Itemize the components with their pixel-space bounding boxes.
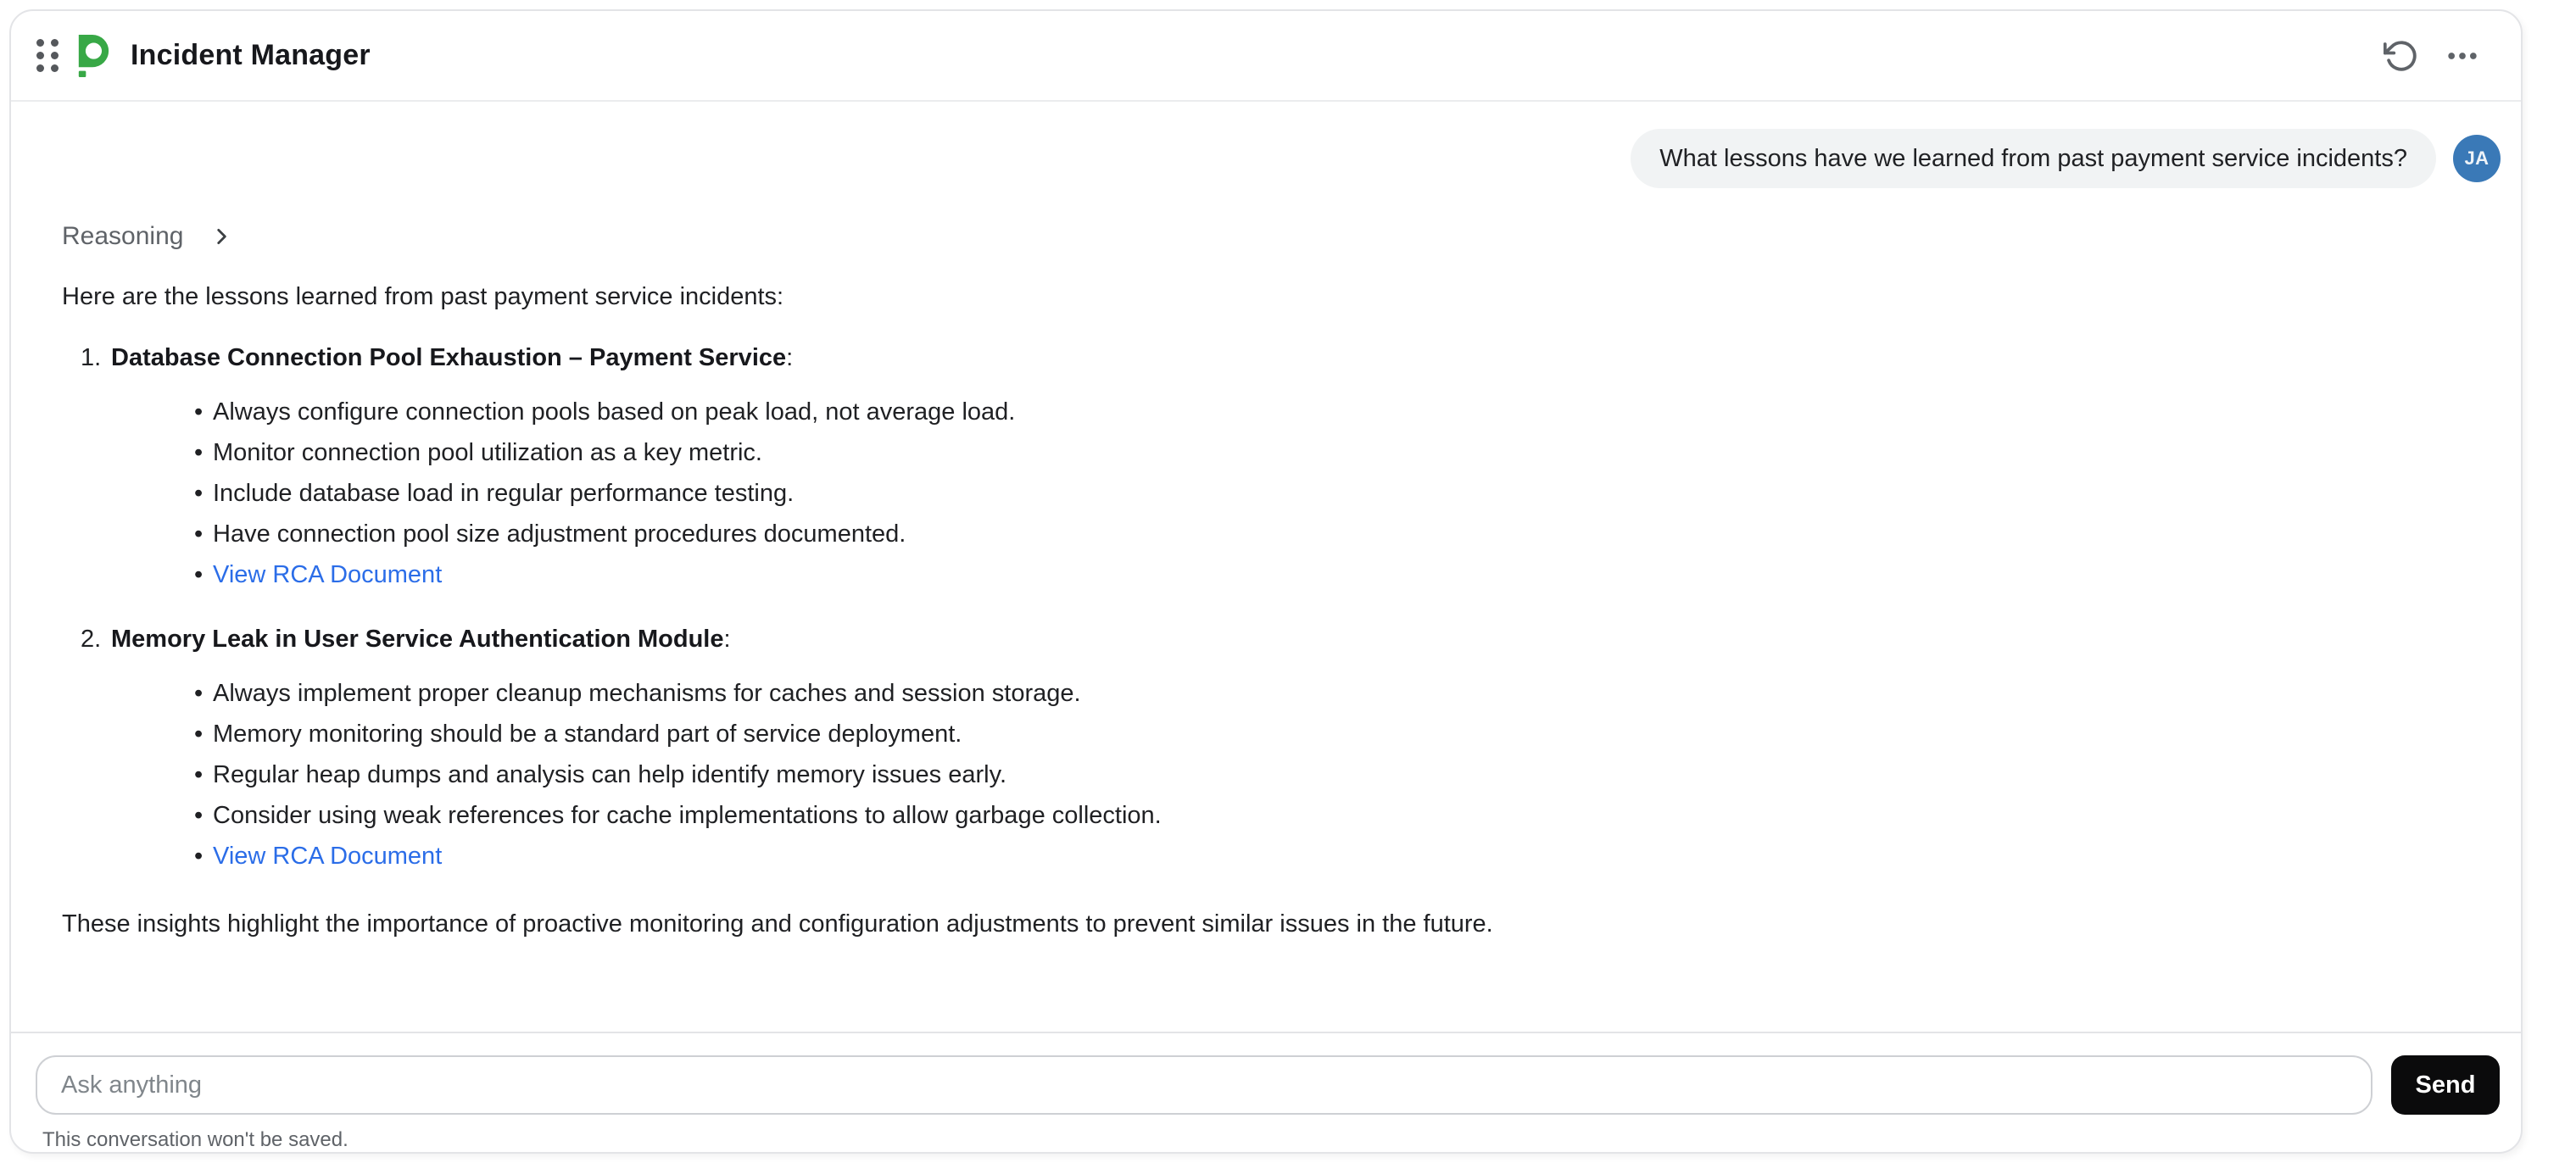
rotate-ccw-icon <box>2384 38 2419 74</box>
assistant-closing: These insights highlight the importance of proactive monitoring and configuration adjustments to prevent similar issues in the future. <box>62 910 1493 938</box>
incident-title: Memory Leak in User Service Authentication Module <box>111 626 724 653</box>
user-message-row <box>62 129 2501 188</box>
lessons-list <box>194 673 2501 876</box>
composer <box>11 1032 2521 1152</box>
lesson-bullet: • Always implement proper cleanup mechanisms for caches and session storage. <box>194 673 2501 714</box>
reasoning-toggle[interactable] <box>62 222 232 251</box>
send-button[interactable]: Send <box>2391 1055 2500 1115</box>
lesson-bullet: • Regular heap dumps and analysis can help identify memory issues early. <box>194 754 2501 795</box>
lesson-bullet: • Consider using weak references for cache implementations to allow garbage collection. <box>194 795 2501 836</box>
user-message-bubble: What lessons have we learned from past payment service incidents? <box>1631 129 2436 188</box>
lesson-bullet <box>194 554 2501 595</box>
incident-title: Database Connection Pool Exhaustion – Payment Service <box>111 344 787 371</box>
restart-conversation-button[interactable] <box>2377 31 2426 81</box>
list-item-number: 1. <box>81 344 102 371</box>
list-item-number: 2. <box>81 626 102 653</box>
panel-header <box>11 11 2521 102</box>
user-avatar: JA <box>2453 135 2501 182</box>
chevron-right-icon <box>210 225 232 248</box>
view-rca-link[interactable]: View RCA Document <box>213 561 443 588</box>
incident-manager-panel <box>9 9 2523 1154</box>
lessons-list <box>194 392 2501 595</box>
lesson-bullet <box>194 836 2501 876</box>
brand-logo-icon <box>73 35 112 77</box>
lesson-bullet: • Monitor connection pool utilization as a key metric. <box>194 432 2501 473</box>
ask-input[interactable] <box>36 1055 2372 1115</box>
list-item-heading: 2. Memory Leak in User Service Authentication Module: <box>62 622 2501 656</box>
assistant-intro: Here are the lessons learned from past payment service incidents: <box>62 283 784 310</box>
lesson-bullet: • Memory monitoring should be a standard part of service deployment. <box>194 714 2501 754</box>
lesson-bullet: • Always configure connection pools based on peak load, not average load. <box>194 392 2501 432</box>
reasoning-label: Reasoning <box>62 222 184 250</box>
lesson-bullet: • Include database load in regular performance testing. <box>194 473 2501 514</box>
lesson-bullet: • Have connection pool size adjustment procedures documented. <box>194 514 2501 554</box>
privacy-note: This conversation won't be saved. <box>42 1128 348 1151</box>
ellipsis-icon <box>2444 37 2481 75</box>
page-title: Incident Manager <box>131 39 371 71</box>
view-rca-link[interactable]: View RCA Document <box>213 843 443 870</box>
list-item-heading: 1. Database Connection Pool Exhaustion – Payment Service: <box>62 341 2501 375</box>
chat-transcript <box>11 102 2521 1032</box>
drag-handle-icon[interactable] <box>36 39 59 73</box>
more-options-button[interactable] <box>2438 31 2487 81</box>
